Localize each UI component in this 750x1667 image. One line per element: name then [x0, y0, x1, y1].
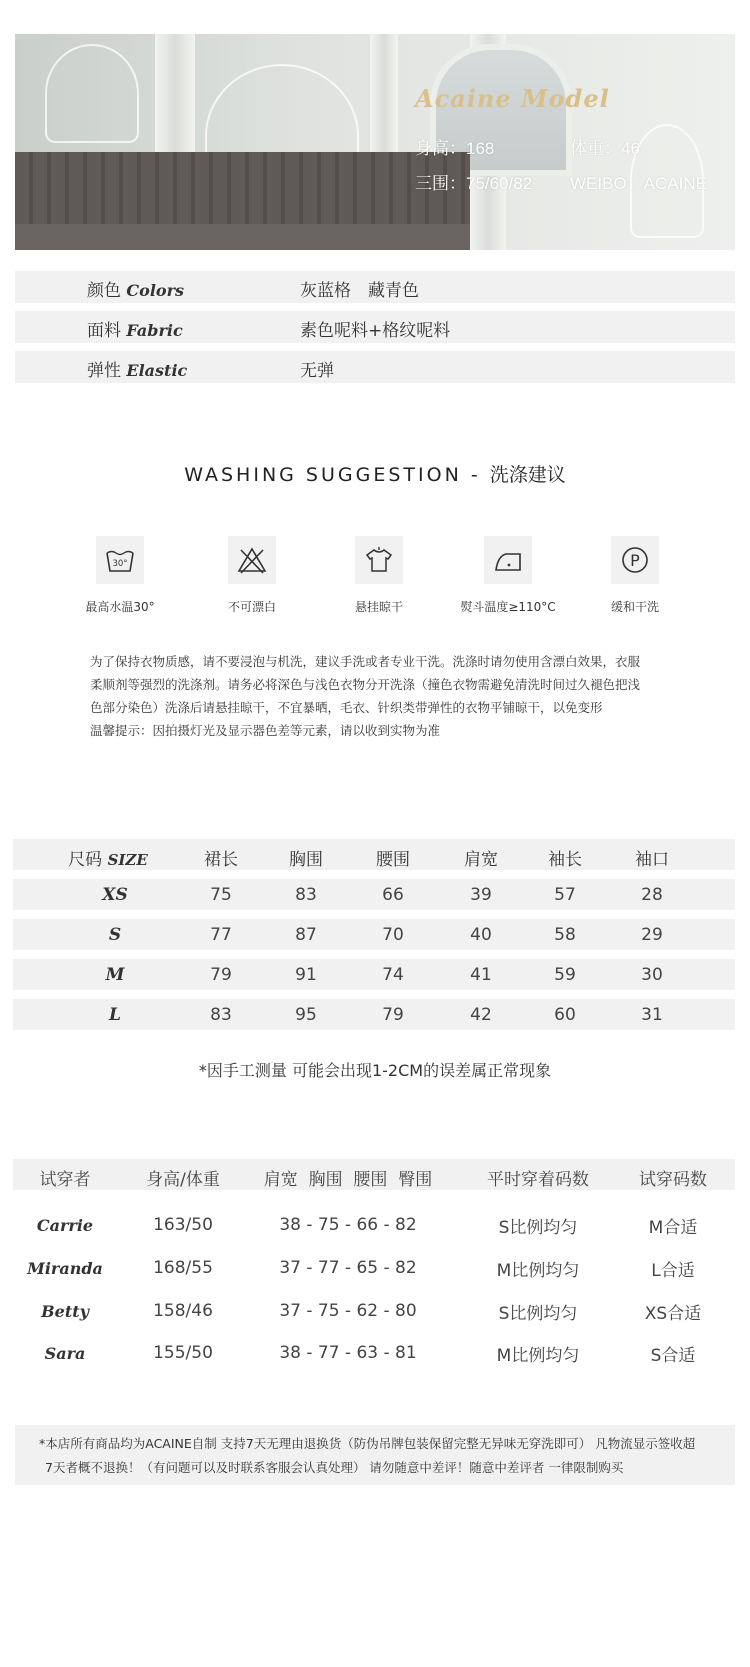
tried-size: M合适 [648, 1218, 698, 1238]
attribute-key: 弹性 Elastic [87, 361, 188, 381]
size-value: 41 [470, 965, 492, 985]
size-value: 59 [554, 965, 576, 985]
attribute-value: 素色呢料+格纹呢料 [300, 321, 451, 341]
size-value: 74 [382, 965, 404, 985]
size-value: 66 [382, 885, 404, 905]
size-value: 29 [641, 925, 663, 945]
size-value: 79 [382, 1005, 404, 1025]
svg-text:P: P [630, 551, 640, 570]
wash-label: 熨斗温度≥110°C [460, 600, 556, 614]
washing-notes [90, 650, 670, 742]
size-header: 尺码 SIZE [68, 850, 148, 870]
model-banner [15, 34, 735, 250]
usual-size: M比例均匀 [496, 1261, 580, 1281]
wall-ornament [45, 44, 139, 143]
tester-height-weight: 155/50 [153, 1343, 213, 1363]
attribute-value: 无弹 [300, 361, 334, 381]
size-row [13, 879, 735, 910]
fit-row [13, 1296, 735, 1326]
sofa-seat [15, 224, 470, 250]
policy-line: *本店所有商品均为ACAINE自制 支持7天无理由退换货（防伪吊牌包装保留完整无异味无穿洗即可） 凡物流显示签收超 [39, 1436, 696, 1451]
washing-title: WASHING SUGGESTION - 洗涤建议 [184, 464, 566, 486]
size-value: 75 [210, 885, 232, 905]
tester-height-weight: 163/50 [153, 1215, 213, 1235]
tester-measurements: 38 - 75 - 66 - 82 [279, 1215, 417, 1235]
usual-size: M比例均匀 [496, 1346, 580, 1366]
size-row [13, 919, 735, 950]
attribute-row-elastic [15, 351, 735, 383]
tester-height-weight: 158/46 [153, 1301, 213, 1321]
wash-label: 缓和干洗 [610, 600, 659, 614]
size-value: 39 [470, 885, 492, 905]
size-table-header [13, 839, 735, 870]
size-row [13, 999, 735, 1030]
size-row [13, 959, 735, 990]
model-name: Acaine Model [415, 84, 610, 113]
column-header: 肩宽 胸围 腰围 臀围 [263, 1170, 433, 1190]
attribute-value: 灰蓝格 藏青色 [300, 281, 419, 301]
fit-row [13, 1210, 735, 1240]
size-value: 83 [210, 1005, 232, 1025]
note-line: 温馨提示：因拍摄灯光及显示器色差等元素，请以收到实物为准 [90, 723, 441, 738]
column-header: 试穿码数 [639, 1170, 707, 1190]
fit-row [13, 1338, 735, 1368]
column-header: 袖长 [548, 850, 582, 870]
size-value: 30 [641, 965, 663, 985]
note-line: 为了保持衣物质感，请不要浸泡与机洗，建议手洗或者专业干洗。洗涤时请勿使用含漂白效果，衣服 [90, 654, 641, 669]
model-weibo: WEIBO：ACAINE [570, 174, 707, 193]
attribute-key: 面料 Fabric [87, 321, 183, 341]
attribute-row-fabric [15, 311, 735, 343]
tester-measurements: 37 - 75 - 62 - 80 [279, 1301, 417, 1321]
tester-name: Carrie [36, 1216, 94, 1235]
store-policy-notice [15, 1425, 735, 1485]
usual-size: S比例均匀 [498, 1218, 578, 1238]
wash-label: 最高水温30° [85, 600, 155, 614]
no-bleach-icon [228, 536, 276, 584]
model-height: 身高：168 [415, 139, 495, 158]
tester-name: Betty [41, 1302, 89, 1321]
size-label: S [108, 925, 122, 945]
tried-size: XS合适 [644, 1304, 702, 1324]
dry-clean-p-icon [611, 536, 659, 584]
size-value: 70 [382, 925, 404, 945]
note-line: 色部分染色）洗涤后请悬挂晾干，不宜暴晒，毛衣、针织类带弹性的衣物平铺晾干，以免变形 [90, 700, 603, 715]
column-header: 肩宽 [464, 850, 498, 870]
policy-line: 7天者概不退换！（有问题可以及时联系客服会认真处理） 请勿随意中差评！随意中差评者 一律限制购买 [45, 1460, 624, 1475]
column-header: 袖口 [635, 850, 669, 870]
attribute-row-colors [15, 271, 735, 303]
note-line: 柔顺剂等强烈的洗涤剂。请务必将深色与浅色衣物分开洗涤（撞色衣物需避免清洗时间过久褪色把浅 [90, 677, 641, 692]
wash-30-icon [96, 536, 144, 584]
size-value: 28 [641, 885, 663, 905]
svg-text:30°: 30° [112, 559, 128, 569]
wash-label: 悬挂晾干 [354, 600, 403, 614]
column-header: 平时穿着码数 [487, 1170, 589, 1190]
column-header: 腰围 [376, 850, 410, 870]
size-value: 40 [470, 925, 492, 945]
size-value: 79 [210, 965, 232, 985]
model-weight: 体重：46 [570, 139, 640, 158]
model-measurements: 三围：75/60/82 [415, 174, 533, 193]
attribute-key: 颜色 Colors [87, 281, 184, 301]
size-label: L [109, 1005, 121, 1025]
size-value: 91 [295, 965, 317, 985]
tester-name: Sara [44, 1344, 86, 1363]
tester-measurements: 38 - 77 - 63 - 81 [279, 1343, 417, 1363]
hang-dry-icon [355, 536, 403, 584]
size-value: 77 [210, 925, 232, 945]
size-value: 31 [641, 1005, 663, 1025]
size-value: 57 [554, 885, 576, 905]
column-header: 试穿者 [39, 1170, 91, 1190]
tried-size: S合适 [650, 1346, 696, 1366]
size-value: 42 [470, 1005, 492, 1025]
size-label: M [105, 965, 125, 985]
fit-table-header [13, 1159, 735, 1190]
tester-name: Miranda [27, 1259, 103, 1278]
column-header: 身高/体重 [146, 1170, 220, 1190]
size-value: 60 [554, 1005, 576, 1025]
size-value: 87 [295, 925, 317, 945]
tried-size: L合适 [651, 1261, 695, 1281]
fit-row [13, 1253, 735, 1283]
iron-icon [484, 536, 532, 584]
column-header: 胸围 [289, 850, 323, 870]
usual-size: S比例均匀 [498, 1304, 578, 1324]
tester-measurements: 37 - 77 - 65 - 82 [279, 1258, 417, 1278]
tester-height-weight: 168/55 [153, 1258, 213, 1278]
size-value: 83 [295, 885, 317, 905]
size-value: 95 [295, 1005, 317, 1025]
wash-label: 不可漂白 [227, 600, 276, 614]
size-value: 58 [554, 925, 576, 945]
measurement-note: *因手工测量 可能会出现1-2CM的误差属正常现象 [198, 1061, 552, 1080]
column-header: 裙长 [204, 850, 238, 870]
size-label: XS [102, 885, 128, 905]
